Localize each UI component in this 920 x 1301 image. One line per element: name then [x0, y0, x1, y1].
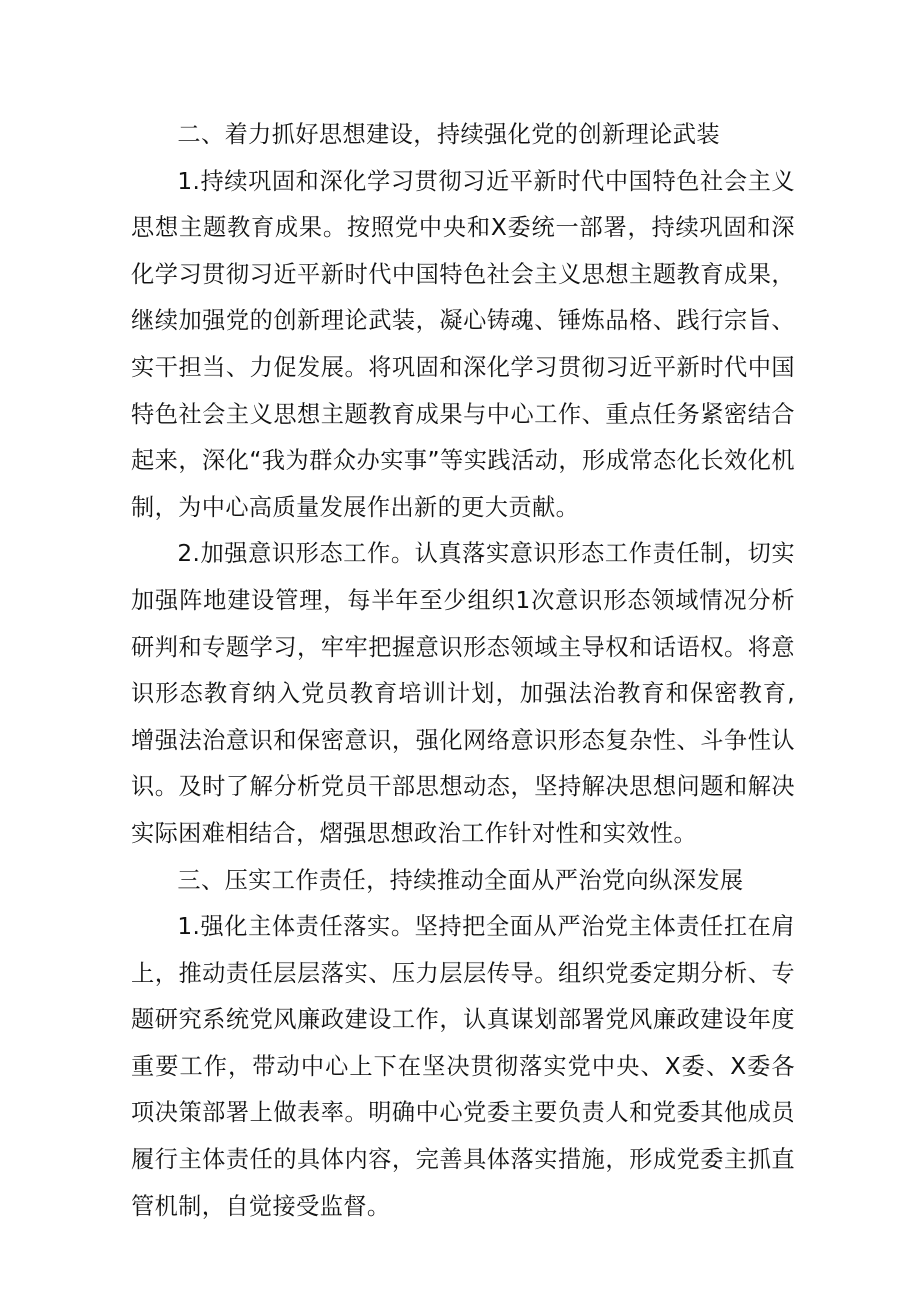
section-heading-3: 三、压实工作责任，持续推动全面从严治党向纵深发展 [177, 866, 744, 894]
section-heading-2: 二、着力抓好思想建设，持续强化党的创新理论武装 [177, 121, 720, 148]
paragraph-2-2: 2.加强意识形态工作。认真落实意识形态工作责任制，切实加强阵地建设管理，每半年至少组织1次意识形态领域情况分析研判和专题学习，牢牢把握意识形态领域主导权和话语权。将意识形态教育纳入党员教育培训计划，加强法治教育和保密教育,增强法治意识和保密意识，强化网络意识形态复杂性、斗争性认识。及时了解分析党员干部思想动态，坚持解决思想问题和解决实际困难相结合，熠强思想政治工作针对性和实效性。 [131, 540, 795, 847]
paragraph-2-1: 1.持续巩固和深化学习贯彻习近平新时代中国特色社会主义思想主题教育成果。按照党中央和X委统一部署，持续巩固和深化学习贯彻习近平新时代中国特色社会主义思想主题教育成果，继续加强党的创新理论武装，凝心铸魂、锤炼品格、践行宗旨、实干担当、力促发展。将巩固和深化学习贯彻习近平新时代中国特色社会主义思想主题教育成果与中心工作、重点任务紧密结合起来，深化“我为群众办实事”等实践活动，形成常态化长效化机制，为中心高质量发展作出新的更大贡献。 [131, 167, 795, 521]
paragraph-3-1: 1.强化主体责任落实。坚持把全面从严治党主体责任扛在肩上，推动责任层层落实、压力层层传导。组织党委定期分析、专题研究系统党风廉政建设工作，认真谋划部署党风廉政建设年度重要工作，带动中心上下在坚决贯彻落实党中央、X委、X委各项决策部署上做表率。明确中心党委主要负责人和党委其他成员履行主体责任的具体内容，完善具体落实措施，形成党委主抓直管机制，自觉接受监督。 [131, 913, 795, 1220]
document-body [131, 112, 795, 1230]
